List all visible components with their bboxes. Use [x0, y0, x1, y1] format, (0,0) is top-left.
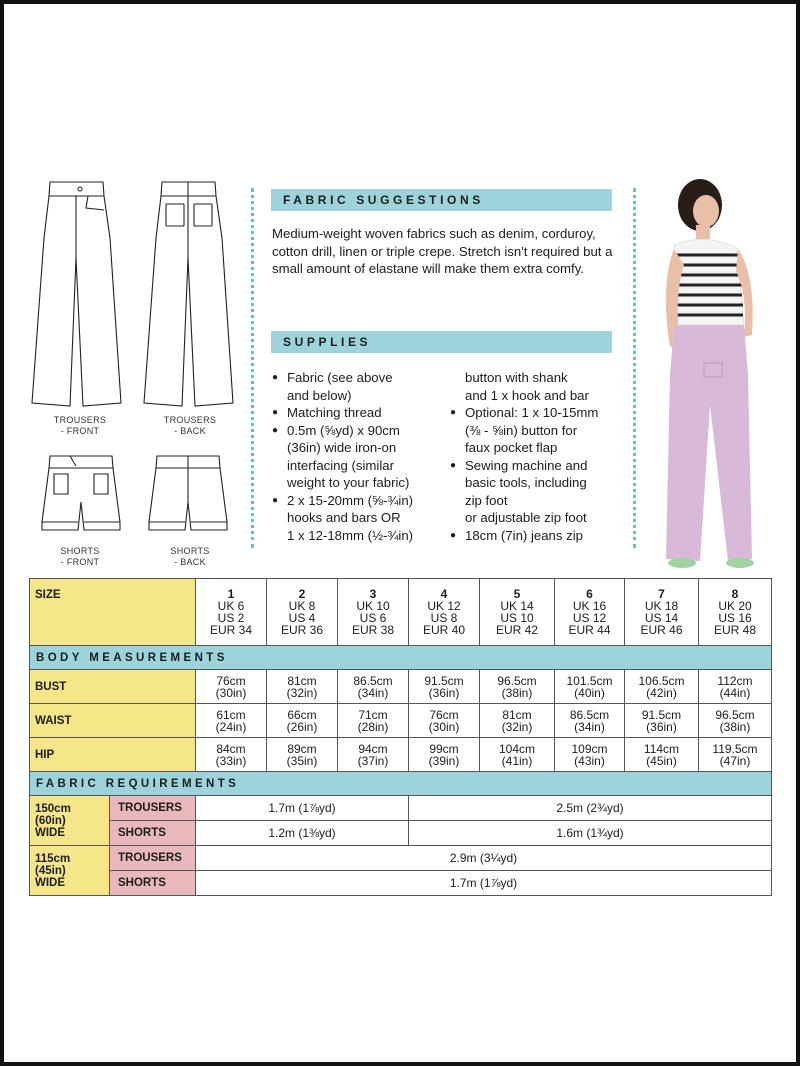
- supply-line: and 1 x hook and bar: [465, 387, 589, 403]
- supplies-list-right: [450, 369, 620, 544]
- size-3: 3 UK 10 US 6 EUR 38: [338, 579, 409, 646]
- measurement-row: [30, 670, 772, 704]
- fabric-150-trousers-a: 1.7m (1⅞yd): [196, 796, 409, 821]
- measurement-row: [30, 738, 772, 772]
- model-photo: [652, 175, 772, 570]
- trousers-label: TROUSERS: [110, 796, 196, 821]
- supply-line: ● Sewing machine and: [450, 457, 620, 475]
- measurement-cell: 76cm (30in): [409, 704, 480, 738]
- measurement-cell: 61cm (24in): [196, 704, 267, 738]
- measurement-cell: 101.5cm (40in): [555, 670, 625, 704]
- measurement-cell: 76cm (30in): [196, 670, 267, 704]
- supply-line: (36in) wide iron-on: [287, 440, 397, 455]
- fabric-row: [30, 846, 772, 871]
- supply-line: hooks and bars OR: [287, 510, 401, 525]
- supply-line: ● Matching thread: [272, 404, 452, 422]
- measurement-cell: 81cm (32in): [267, 670, 338, 704]
- trousers-front-label: TROUSERS - FRONT: [53, 415, 107, 436]
- measurement-cell: 114cm (45in): [625, 738, 699, 772]
- supplies-heading: SUPPLIES: [271, 331, 612, 353]
- size-4: 4 UK 12 US 8 EUR 40: [409, 579, 480, 646]
- measurement-cell: 91.5cm (36in): [409, 670, 480, 704]
- supply-line: ● Fabric (see above: [272, 369, 452, 387]
- measurement-cell: 81cm (32in): [480, 704, 555, 738]
- trousers-back-label: TROUSERS - BACK: [163, 415, 217, 436]
- size-6: 6 UK 16 US 12 EUR 44: [555, 579, 625, 646]
- shorts-label: SHORTS: [110, 821, 196, 846]
- shorts-label: SHORTS: [110, 871, 196, 896]
- size-2: 2 UK 8 US 4 EUR 36: [267, 579, 338, 646]
- supply-line: ● 18cm (7in) jeans zip: [450, 527, 620, 545]
- supply-line: and below): [287, 387, 352, 403]
- measurement-label: WAIST: [30, 704, 196, 738]
- measurement-cell: 96.5cm (38in): [480, 670, 555, 704]
- size-5: 5 UK 14 US 10 EUR 42: [480, 579, 555, 646]
- size-chart-table: [29, 578, 772, 896]
- measurement-cell: 96.5cm (38in): [699, 704, 772, 738]
- fabric-150-trousers-b: 2.5m (2¾yd): [409, 796, 772, 821]
- body-measurement-rows: [30, 670, 772, 772]
- trousers-back-flat: [140, 178, 235, 410]
- measurement-label: HIP: [30, 738, 196, 772]
- supply-line: or adjustable zip foot: [465, 510, 587, 525]
- trousers-front-flat: [28, 178, 123, 410]
- measurement-cell: 104cm (41in): [480, 738, 555, 772]
- fabric-requirements-heading: FABRIC REQUIREMENTS: [30, 772, 772, 796]
- measurement-cell: 109cm (43in): [555, 738, 625, 772]
- measurement-cell: 91.5cm (36in): [625, 704, 699, 738]
- width-115-label: 115cm (45in) WIDE: [30, 846, 110, 896]
- shorts-front-flat: [40, 452, 122, 534]
- fabric-suggestions-text: Medium-weight woven fabrics such as denim, corduroy, cotton drill, linen or triple crepe. Stretch isn't required but a small amount of elastane will make them extra comfy.: [272, 226, 613, 276]
- supply-line: ● Optional: 1 x 10-15mm: [450, 404, 620, 422]
- fabric-row: [30, 871, 772, 896]
- supply-line: faux pocket flap: [465, 440, 558, 455]
- measurement-cell: 66cm (26in): [267, 704, 338, 738]
- measurement-cell: 94cm (37in): [338, 738, 409, 772]
- fabric-150-shorts-a: 1.2m (1⅜yd): [196, 821, 409, 846]
- right-dotted-divider: [633, 188, 636, 548]
- fabric-115-shorts: 1.7m (1⅞yd): [196, 871, 772, 896]
- measurement-cell: 99cm (39in): [409, 738, 480, 772]
- supply-line: ● 0.5m (⅝yd) x 90cm: [272, 422, 452, 440]
- measurement-label: BUST: [30, 670, 196, 704]
- measurement-cell: 86.5cm (34in): [338, 670, 409, 704]
- trousers-label: TROUSERS: [110, 846, 196, 871]
- fabric-row: [30, 796, 772, 821]
- fabric-row: [30, 821, 772, 846]
- measurement-cell: 89cm (35in): [267, 738, 338, 772]
- body-measurements-heading: BODY MEASUREMENTS: [30, 646, 772, 670]
- measurement-row: [30, 704, 772, 738]
- fabric-suggestions-heading: FABRIC SUGGESTIONS: [271, 189, 612, 211]
- supply-line: weight to your fabric): [287, 475, 410, 490]
- left-dotted-divider: [251, 188, 254, 548]
- shorts-back-flat: [147, 452, 229, 534]
- shorts-back-label: SHORTS - BACK: [170, 546, 210, 567]
- size-8: 8 UK 20 US 16 EUR 48: [699, 579, 772, 646]
- supply-line: interfacing (similar: [287, 457, 394, 473]
- size-1: 1 UK 6 US 2 EUR 34: [196, 579, 267, 646]
- supply-line: zip foot: [465, 492, 508, 508]
- measurement-cell: 112cm (44in): [699, 670, 772, 704]
- width-150-label: 150cm (60in) WIDE: [30, 796, 110, 846]
- supplies-list-left: [272, 369, 452, 544]
- size-7: 7 UK 18 US 14 EUR 46: [625, 579, 699, 646]
- supply-line: basic tools, including: [465, 475, 587, 490]
- supply-line: ● 2 x 15-20mm (⅝-¾in): [272, 492, 452, 510]
- shorts-front-label: SHORTS - FRONT: [60, 546, 100, 567]
- supply-line: 1 x 12-18mm (½-¾in): [287, 527, 414, 543]
- measurement-cell: 84cm (33in): [196, 738, 267, 772]
- measurement-cell: 106.5cm (42in): [625, 670, 699, 704]
- measurement-cell: 119.5cm (47in): [699, 738, 772, 772]
- measurement-cell: 86.5cm (34in): [555, 704, 625, 738]
- supply-line: (⅜ - ⅝in) button for: [465, 422, 578, 438]
- fabric-150-shorts-b: 1.6m (1¾yd): [409, 821, 772, 846]
- size-row: [30, 579, 772, 646]
- supply-line: button with shank: [465, 370, 568, 385]
- size-label: SIZE: [30, 579, 196, 646]
- measurement-cell: 71cm (28in): [338, 704, 409, 738]
- fabric-115-trousers: 2.9m (3¼yd): [196, 846, 772, 871]
